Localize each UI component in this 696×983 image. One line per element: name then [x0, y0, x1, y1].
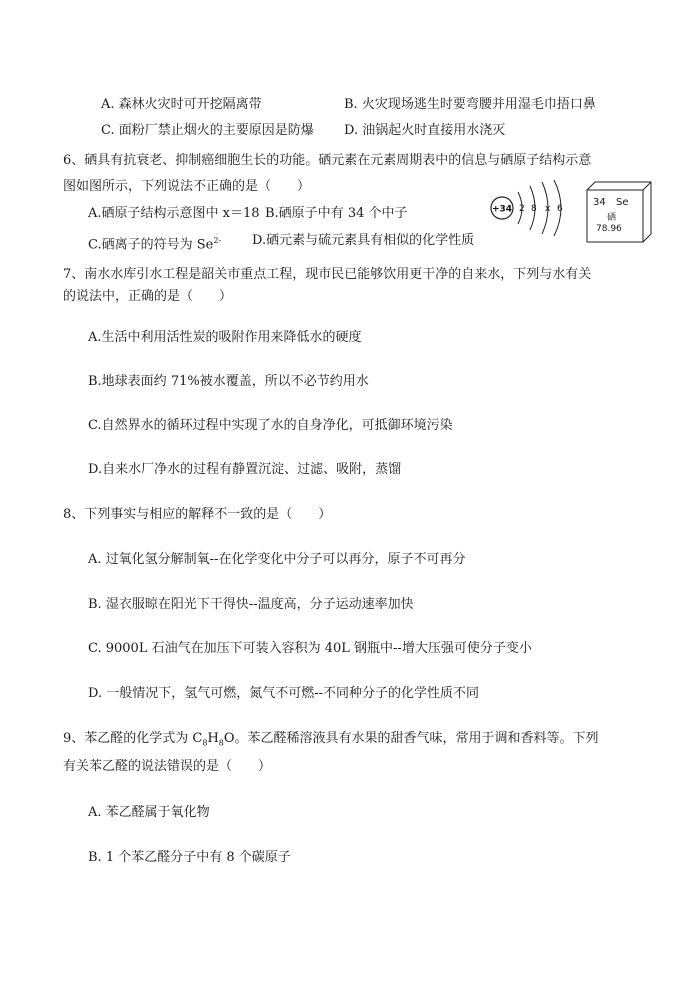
q9-stem-line1: 9、苯乙醛的化学式为 $C_8H_8O$。苯乙醛稀溶液具有水果的甜香气味，常用于调和香料等。下列: [63, 731, 599, 748]
q6-option-c-text: C.硒离子的符号为 Se: [88, 237, 214, 253]
q9-option-a: A. 苯乙醛属于氧化物: [88, 805, 210, 820]
nucleus-charge: +34: [491, 204, 513, 215]
shell-4-count: 6: [557, 204, 563, 214]
q6-option-c: [88, 232, 221, 254]
q6-option-a: A.硒原子结构示意图中 x＝18: [88, 206, 260, 221]
element-symbol: Se: [616, 197, 629, 208]
q5-option-c: C. 面粉厂禁止烟火的主要原因是防爆: [101, 123, 314, 138]
q7-option-d: D.自来水厂净水的过程有静置沉淀、过滤、吸附，蒸馏: [88, 462, 402, 477]
q5-option-d: D. 油锅起火时直接用水浇灭: [344, 123, 506, 138]
q7-option-a: A.生活中利用活性炭的吸附作用来降低水的硬度: [88, 330, 362, 345]
shell-3-count: x: [545, 204, 551, 214]
q7-option-c: C.自然界水的循环过程中实现了水的自身净化，可抵御环境污染: [88, 418, 453, 433]
q6-option-d: D.硒元素与硫元素具有相似的化学性质: [252, 233, 475, 248]
q7-option-b: B.地球表面约 71%被水覆盖，所以不必节约用水: [88, 374, 369, 389]
shell-2-count: 8: [531, 204, 537, 214]
shell-1-count: 2: [519, 204, 525, 214]
selenium-atom-diagram: [488, 178, 578, 238]
ion-charge-superscript: 2-: [213, 236, 222, 245]
q5-option-a: A. 森林火灾时可开挖隔离带: [101, 97, 262, 112]
q6-option-b: B.硒原子中有 34 个中子: [265, 206, 408, 221]
element-name: 硒: [607, 213, 617, 223]
formula-subscript-h: 8: [218, 738, 224, 748]
q9-stem-line2: 有关苯乙醛的说法错误的是（ ）: [63, 759, 272, 774]
atomic-mass: 78.96: [596, 224, 622, 234]
atomic-number: 34: [593, 197, 606, 208]
q8-stem: 8、下列事实与相应的解释不一致的是（ ）: [63, 507, 332, 522]
q8-option-c: C. 9000L 石油气在加压下可装入容积为 40L 钢瓶中--增大压强可使分子变小: [88, 641, 532, 656]
selenium-periodic-tile: [586, 189, 644, 242]
q8-option-a: A. 过氧化氢分解制氧--在化学变化中分子可以再分，原子不可再分: [88, 552, 466, 567]
q8-option-d: D. 一般情况下，氢气可燃，氮气不可燃--不同种分子的化学性质不同: [88, 686, 480, 701]
formula-subscript-c: 8: [202, 738, 208, 748]
q6-stem-line1: 6、硒具有抗衰老、抑制癌细胞生长的功能。硒元素在元素周期表中的信息与硒原子结构示意: [63, 153, 592, 168]
q8-option-b: B. 湿衣服晾在阳光下干得快--温度高，分子运动速率加快: [88, 597, 414, 612]
q9-option-b: B. 1 个苯乙醛分子中有 8 个碳原子: [88, 850, 291, 865]
q6-stem-line2: 图如图所示，下列说法不正确的是（ ）: [63, 179, 311, 194]
q5-option-b: B. 火灾现场逃生时要弯腰并用湿毛巾捂口鼻: [344, 97, 596, 112]
q7-stem-line1: 7、南水水库引水工程是韶关市重点工程，现市民已能够饮用更干净的自来水，下列与水有关: [63, 267, 592, 282]
q7-stem-line2: 的说法中，正确的是（ ）: [63, 289, 233, 304]
